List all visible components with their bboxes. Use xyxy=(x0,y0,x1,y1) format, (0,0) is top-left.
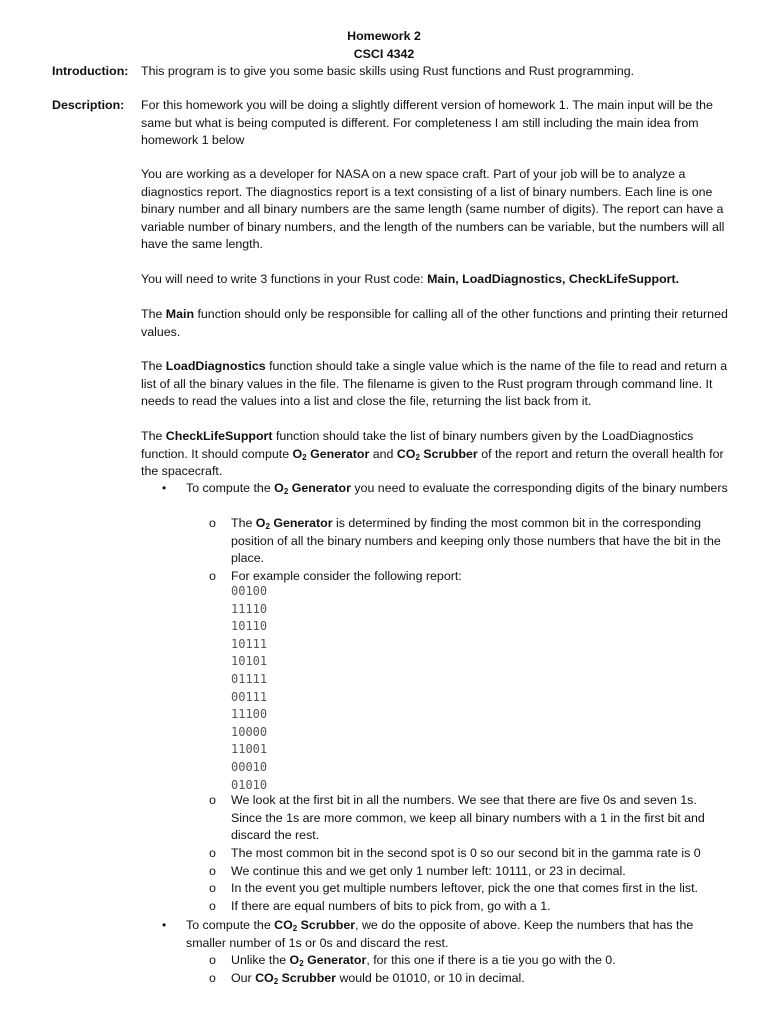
sub-bullet-multiple-leftover: In the event you get multiple numbers leftover, pick the one that comes first in the list. xyxy=(231,881,698,895)
sub-bullet-marker: o xyxy=(209,516,216,530)
sub-bullet-marker: o xyxy=(209,793,216,807)
sub-bullet-co2-tie: Unlike the $O_2$ Generator, for this one if there is a tie you go with the 0. xyxy=(231,953,616,968)
course-code: CSCI 4342 xyxy=(353,47,415,61)
sub-bullet-co2-result: Our $CO_2$ Scrubber would be 01010, or 10 in decimal. xyxy=(231,971,525,986)
description-paragraph-loaddiagnostics: The LoadDiagnostics function should take a single value which is the name of the file to read and return a list of all the binary values in the file. The filename is given to the Rust program through command line. It needs to read the values into a list and close the file, returning the list back from it. xyxy=(141,359,728,408)
sub-bullet-marker: o xyxy=(209,864,216,878)
sub-bullet-o2-definition: The $O_2$ Generator is determined by finding the most common bit in the corresponding position of all the binary numbers and keeping only those numbers that have the bit in the place. xyxy=(231,516,721,565)
report-line: 00010 xyxy=(231,759,268,774)
bullet-o2-generator: To compute the $O_2$ Generator you need to evaluate the corresponding digits of the binary numbers xyxy=(186,481,728,496)
report-line: 11001 xyxy=(231,742,268,757)
report-line: 10111 xyxy=(231,636,268,651)
report-line: 11110 xyxy=(231,601,268,616)
bullet-marker: • xyxy=(162,481,167,495)
sub-bullet-marker: o xyxy=(209,846,216,860)
description-paragraph-2: You are working as a developer for NASA on a new space craft. Part of your job will be to analyze a diagnostics report. The diagnostics report is a text consisting of a list of binary numbers. Each line is one binary number and all binary numbers are the same length (same number of digits). The report can have a variable number of binary numbers, and the length of the numbers can be variable, but the numbers will all have the same length. xyxy=(141,167,725,251)
sub-bullet-continue: We continue this and we get only 1 number left: 10111, or 23 in decimal. xyxy=(231,864,626,878)
sub-bullet-marker: o xyxy=(209,953,216,967)
sub-bullet-first-bit: We look at the first bit in all the numbers. We see that there are five 0s and seven 1s. Since the 1s are more common, we keep all binary numbers with a 1 in the first bit and discard the rest. xyxy=(231,793,705,842)
sub-bullet-second-bit: The most common bit in the second spot is 0 so our second bit in the gamma rate is 0 xyxy=(231,846,701,860)
report-line: 00111 xyxy=(231,689,268,704)
report-line: 10000 xyxy=(231,724,268,739)
report-line: 00100 xyxy=(231,584,268,598)
sub-bullet-marker: o xyxy=(209,881,216,895)
bullet-co2-scrubber: To compute the $CO_2$ Scrubber, we do the opposite of above. Keep the numbers that has the smaller number of 1s or 0s and discard the rest. xyxy=(186,918,694,950)
bullet-marker: • xyxy=(162,918,167,932)
report-line: 10101 xyxy=(231,654,268,669)
report-line: 10110 xyxy=(231,619,268,634)
report-line: 11100 xyxy=(231,707,268,722)
sub-bullet-marker: o xyxy=(209,569,216,583)
description-label: Description: xyxy=(52,98,125,112)
document-title: Homework 2 xyxy=(347,29,421,43)
sub-bullet-marker: o xyxy=(209,899,216,913)
description-paragraph-1: For this homework you will be doing a slightly different version of homework 1. The main input will be the same but what is being computed is different. For completeness I am still including the main idea from homework 1 below xyxy=(141,98,713,147)
sub-bullet-tie-rule: If there are equal numbers of bits to pick from, go with a 1. xyxy=(231,899,551,913)
introduction-text: This program is to give you some basic skills using Rust functions and Rust programming. xyxy=(141,64,635,78)
report-line: 01010 xyxy=(231,777,268,792)
sub-bullet-marker: o xyxy=(209,971,216,985)
diagnostics-report-listing xyxy=(231,583,267,794)
description-paragraph-3: You will need to write 3 functions in your Rust code: Main, LoadDiagnostics, CheckLifeSupport. xyxy=(141,272,680,286)
description-paragraph-main: The Main function should only be responsible for calling all of the other functions and printing their returned values. xyxy=(141,307,728,339)
report-line: 01111 xyxy=(231,671,268,686)
sub-bullet-example-intro: For example consider the following report: xyxy=(231,569,462,583)
description-paragraph-checklifesupport: The CheckLifeSupport function should take the list of binary numbers given by the LoadDiagnostics function. It should compute $O_2$ Generator and $CO_2$ Scrubber of the report and return the overall health for the spacecraft. xyxy=(141,429,724,478)
introduction-label: Introduction: xyxy=(52,64,129,78)
